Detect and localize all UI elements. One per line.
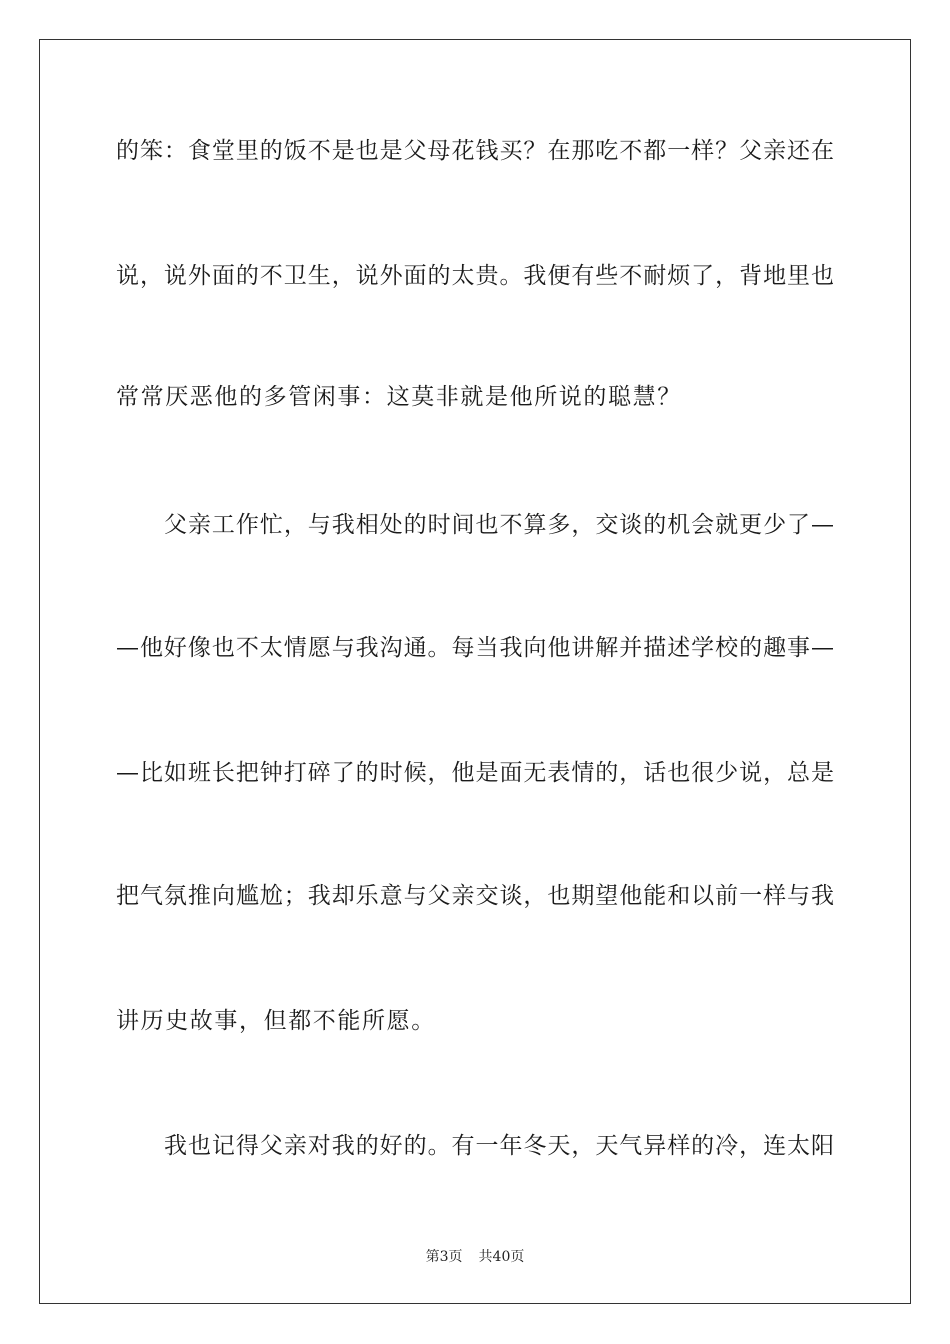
text-line-1: 的笨：食堂里的饭不是也是父母花钱买？在那吃不都一样？父亲还在 (116, 138, 834, 164)
text-line-8: 讲历史故事，但都不能所愿。 (116, 1008, 436, 1034)
text-line-3: 常常厌恶他的多管闲事：这莫非就是他所说的聪慧？ (116, 384, 682, 410)
text-line-4: 父亲工作忙，与我相处的时间也不算多，交谈的机会就更少了— (164, 512, 834, 538)
text-line-6: —比如班长把钟打碎了的时候，他是面无表情的，话也很少说，总是 (116, 760, 834, 786)
text-line-9: 我也记得父亲对我的好的。有一年冬天，天气异样的冷，连太阳 (164, 1133, 834, 1159)
page-total: 共40页 (478, 1249, 525, 1265)
page-footer (0, 1248, 950, 1266)
text-line-5: —他好像也不太情愿与我沟通。每当我向他讲解并描述学校的趣事— (116, 635, 834, 661)
text-line-7: 把气氛推向尴尬；我却乐意与父亲交谈，也期望他能和以前一样与我 (116, 883, 834, 909)
page-border (39, 39, 911, 1304)
page-number: 第3页 (425, 1249, 463, 1265)
text-line-2: 说，说外面的不卫生，说外面的太贵。我便有些不耐烦了，背地里也 (116, 263, 834, 289)
